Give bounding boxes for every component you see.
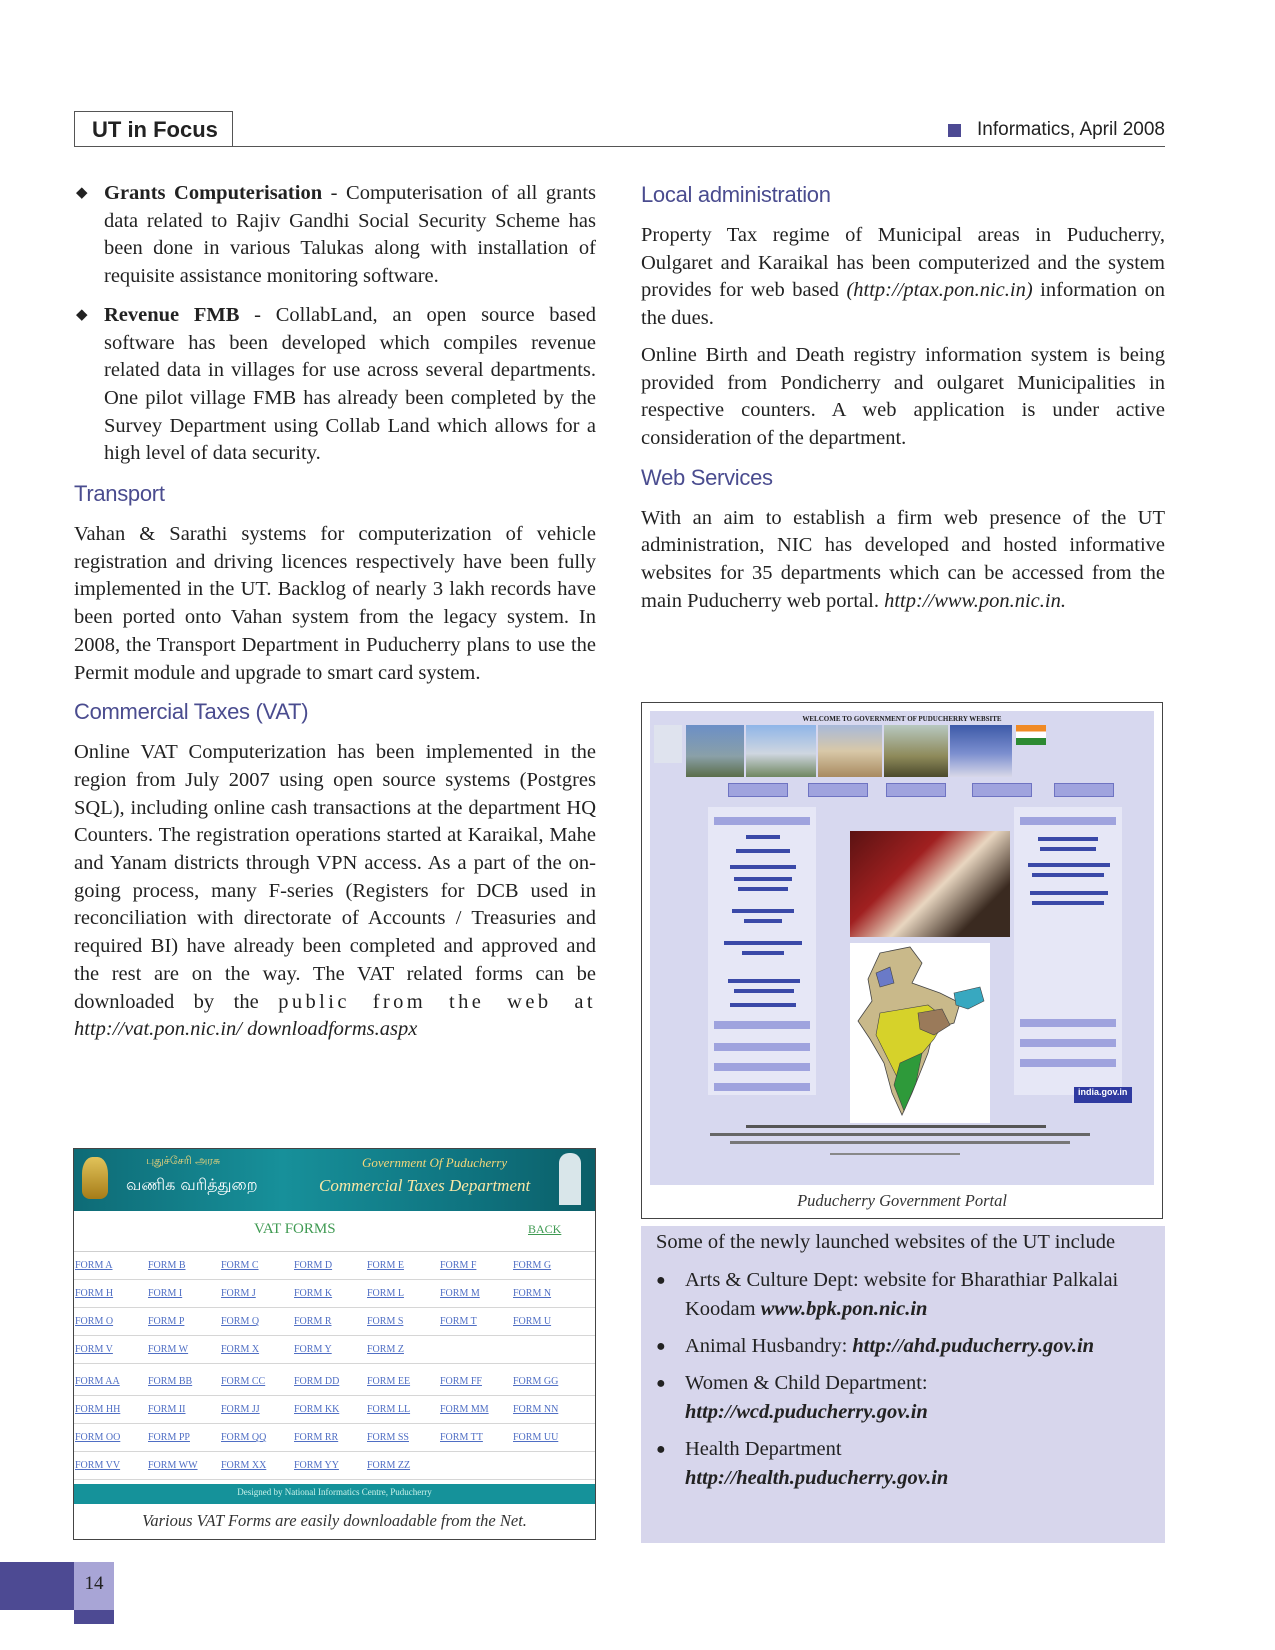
bullet-grants (74, 180, 596, 291)
vat-form-link[interactable]: FORM E (367, 1260, 404, 1271)
heading-transport: Transport (74, 481, 165, 507)
india-gov-logo[interactable]: india.gov.in (1074, 1087, 1132, 1103)
vat-form-link[interactable]: FORM II (148, 1404, 186, 1415)
india-map (850, 943, 990, 1123)
vat-form-row (74, 1336, 595, 1364)
vat-form-link[interactable]: FORM WW (148, 1460, 198, 1471)
portal-right-sidebar (1014, 807, 1122, 1095)
india-map-graphic (850, 943, 990, 1123)
bullet-dot-icon: ● (656, 1375, 666, 1392)
banner-photo (950, 725, 1012, 777)
new-sites-intro: Some of the newly launched websites of the UT include (656, 1231, 1116, 1253)
dept-line: Commercial Taxes Department (319, 1176, 531, 1195)
vat-form-row (74, 1424, 595, 1452)
vat-form-row (74, 1280, 595, 1308)
portal-nav-button[interactable] (728, 783, 788, 797)
vat-form-link[interactable]: FORM T (440, 1316, 477, 1327)
vat-form-link[interactable]: FORM V (75, 1344, 113, 1355)
vat-paragraph (74, 739, 596, 1044)
list-item (656, 1332, 1150, 1361)
portal-nav-button[interactable] (808, 783, 868, 797)
vat-form-link[interactable]: FORM Z (367, 1344, 404, 1355)
vat-form-link[interactable]: FORM BB (148, 1376, 193, 1387)
vat-empty-cell (439, 1336, 512, 1363)
vat-form-link[interactable]: FORM N (513, 1288, 552, 1299)
list-item (656, 1435, 1150, 1493)
vat-form-link[interactable]: FORM W (148, 1344, 189, 1355)
vat-form-link[interactable]: FORM P (148, 1316, 185, 1327)
bullet-dot-icon: ● (656, 1338, 666, 1355)
vat-form-link[interactable]: FORM DD (294, 1376, 340, 1387)
portal-screenshot (650, 711, 1154, 1185)
web-services-text: With an aim to establish a firm web presence of the UT administration, NIC has developed and hosted informative websites for 35 departments which can be accessed from the main Puducherry web portal. (641, 506, 1165, 612)
india-flag-icon (1016, 725, 1046, 745)
portal-welcome-text: WELCOME TO GOVERNMENT OF PUDUCHERRY WEBSITE (802, 715, 1002, 723)
vat-form-link[interactable]: FORM AA (75, 1376, 120, 1387)
emblem-icon (654, 725, 682, 763)
bullet-dot-icon: ● (656, 1272, 666, 1289)
vat-grid-bottom (74, 1368, 595, 1480)
site-text: Arts & Culture Dept: website for Bharathiar Palkalai Koodam (685, 1269, 1119, 1320)
bullet-title: Revenue FMB (104, 303, 240, 326)
event-photo (850, 831, 1010, 937)
site-text: Animal Husbandry: (685, 1335, 853, 1357)
banner-photo (884, 725, 948, 777)
list-item (656, 1369, 1150, 1427)
issue-text: Informatics, April 2008 (977, 119, 1165, 140)
web-services-paragraph (641, 505, 1165, 616)
vat-form-link[interactable]: FORM M (440, 1288, 480, 1299)
banner-photo (746, 725, 816, 777)
vat-form-link[interactable]: FORM X (221, 1344, 260, 1355)
vat-form-link[interactable]: FORM C (221, 1260, 259, 1271)
banner-photo (818, 725, 882, 777)
vat-form-link[interactable]: FORM PP (148, 1432, 190, 1443)
vat-form-link[interactable]: FORM F (440, 1260, 477, 1271)
bullet-revenue (74, 302, 596, 468)
vat-text: Online VAT Computerization has been implemented in the region from July 2007 using open source systems (Postgres SQL), including online cash transactions at the department HQ Counters. The registration operations started at Karaikal, Mahe and Yanam districts through VPN access. As a part of the on-going process, many F-series (Registers for DCB used in reconciliation with directorate of Accounts / Treasuries and required BI) have already been completed and approved and the rest are on the way. The VAT related forms can be downloaded by the (74, 741, 596, 1013)
portal-nav-button[interactable] (972, 783, 1032, 797)
vat-form-link[interactable]: FORM HH (75, 1404, 121, 1415)
page-number: 14 (84, 1573, 104, 1594)
vat-form-link[interactable]: FORM VV (75, 1460, 121, 1471)
vat-form-link[interactable]: FORM ZZ (367, 1460, 411, 1471)
site-url-link[interactable]: http://ahd.puducherry.gov.in (852, 1335, 1095, 1357)
vat-empty-cell (439, 1452, 512, 1479)
back-link[interactable]: BACK (528, 1222, 562, 1236)
ptax-url-link[interactable]: (http://ptax.pon.nic.in) (846, 279, 1033, 302)
vat-form-link[interactable]: FORM S (367, 1316, 404, 1327)
site-text: Health Department (685, 1438, 842, 1460)
site-text: Women & Child Department: (685, 1372, 928, 1394)
vat-form-link[interactable]: FORM MM (440, 1404, 489, 1415)
site-url-link[interactable]: http://wcd.puducherry.gov.in (685, 1401, 928, 1423)
vat-form-link[interactable]: FORM O (75, 1316, 114, 1327)
vat-form-row (74, 1308, 595, 1336)
vat-form-link[interactable]: FORM NN (513, 1404, 559, 1415)
vat-form-link[interactable]: FORM U (513, 1316, 552, 1327)
monument-icon (559, 1153, 581, 1205)
vat-form-link[interactable]: FORM OO (75, 1432, 121, 1443)
vat-form-link[interactable]: FORM H (75, 1288, 114, 1299)
vat-form-link[interactable]: FORM G (513, 1260, 552, 1271)
gov-line: Government Of Puducherry (362, 1155, 508, 1170)
section-tag: UT in Focus (74, 111, 233, 147)
vat-form-link[interactable]: FORM SS (367, 1432, 409, 1443)
header-square-icon (948, 124, 961, 137)
tamil-govt-text: புதுச்சேரி அரசு (146, 1154, 221, 1167)
vat-form-link[interactable]: FORM R (294, 1316, 332, 1327)
banner-photo (686, 725, 744, 777)
bullet-text: - CollabLand, an open source based software has been developed which compiles revenue related data in villages for use across several departments. One pilot village FMB has already been completed by the Survey Department using Collab Land which allows for a high level of data security. (104, 303, 596, 465)
vat-banner (74, 1149, 595, 1211)
bullet-text: - Computerisation of all grants data related to Rajiv Gandhi Social Security Scheme has been done in various Talukas along with installation of requisite assistance monitoring software. (104, 182, 596, 288)
vat-form-link[interactable]: FORM RR (294, 1432, 339, 1443)
site-url-link[interactable]: http://health.puducherry.gov.in (685, 1467, 949, 1489)
vat-form-link[interactable]: FORM UU (513, 1432, 559, 1443)
vat-forms-figure (73, 1148, 596, 1540)
page-number-block (74, 1610, 114, 1624)
vat-form-row (74, 1252, 595, 1280)
vat-form-link[interactable]: FORM TT (440, 1432, 483, 1443)
vat-form-link[interactable]: FORM D (294, 1260, 333, 1271)
tamil-dept-text: வணிக வரித்துறை (126, 1175, 258, 1194)
vat-form-link[interactable]: FORM Q (221, 1316, 260, 1327)
vat-heading-row (74, 1211, 595, 1252)
portal-nav-button[interactable] (886, 783, 946, 797)
list-item (656, 1266, 1150, 1324)
vat-form-link[interactable]: FORM LL (367, 1404, 411, 1415)
vat-form-link[interactable]: FORM JJ (221, 1404, 260, 1415)
vat-form-link[interactable]: FORM FF (440, 1376, 482, 1387)
portal-url-link[interactable]: http://www.pon.nic.in. (884, 589, 1066, 612)
vat-forms-heading: VAT FORMS (254, 1221, 336, 1237)
vat-form-link[interactable]: FORM B (148, 1260, 186, 1271)
diamond-bullet-icon: ◆ (76, 185, 88, 201)
vat-empty-cell (512, 1336, 585, 1363)
transport-paragraph: Vahan & Sarathi systems for computerization of vehicle registration and driving licences respectively have been fully implemented in the UT. Backlog of nearly 3 lakh records have been ported onto Vahan system from the legacy system. In 2008, the Transport Department in Puducherry plans to use the Permit module and upgrade to smart card system. (74, 523, 596, 684)
vat-text-spaced: public from the web at (278, 990, 596, 1013)
vat-form-link[interactable]: FORM Y (294, 1344, 332, 1355)
page-number-block (0, 1562, 74, 1610)
vat-form-link[interactable]: FORM QQ (221, 1432, 267, 1443)
diamond-bullet-icon: ◆ (76, 306, 88, 323)
bullet-title: Grants Computerisation (104, 182, 323, 204)
state-emblem-icon (82, 1157, 108, 1199)
vat-form-link[interactable]: FORM L (367, 1288, 404, 1299)
vat-form-link[interactable]: FORM EE (367, 1376, 411, 1387)
site-url-link[interactable]: www.bpk.pon.nic.in (760, 1298, 928, 1320)
vat-form-link[interactable]: FORM K (294, 1288, 333, 1299)
local-admin-paragraph-1 (641, 222, 1165, 333)
heading-local-admin: Local administration (641, 182, 831, 207)
new-sites-box (641, 1226, 1165, 1543)
vat-caption: Various VAT Forms are easily downloadable from the Net. (142, 1511, 527, 1530)
header-rule (74, 146, 1165, 147)
vat-form-link[interactable]: FORM GG (513, 1376, 559, 1387)
vat-form-row (74, 1368, 595, 1396)
portal-figure (641, 702, 1163, 1219)
vat-empty-cell (512, 1452, 585, 1479)
vat-form-row (74, 1396, 595, 1424)
heading-vat: Commercial Taxes (VAT) (74, 699, 309, 725)
ptax-text-before: Property Tax regime of Municipal areas in Puducherry, Oulgaret and Karaikal has been computerized and the system provides for web based (641, 224, 1165, 302)
left-column (74, 180, 596, 1053)
heading-web-services: Web Services (641, 464, 773, 490)
ptax-text-after: information on the dues. (641, 279, 1165, 330)
vat-form-link[interactable]: FORM A (75, 1260, 113, 1271)
vat-footer-text: Designed by National Informatics Centre, Puducherry (237, 1487, 432, 1497)
vat-footer (74, 1484, 595, 1504)
vat-form-link[interactable]: FORM XX (221, 1460, 267, 1471)
vat-form-link[interactable]: FORM I (148, 1288, 183, 1299)
portal-caption: Puducherry Government Portal (797, 1191, 1007, 1210)
vat-form-link[interactable]: FORM YY (294, 1460, 339, 1471)
vat-form-link[interactable]: FORM KK (294, 1404, 340, 1415)
bullet-dot-icon: ● (656, 1441, 666, 1458)
portal-nav-button[interactable] (1054, 783, 1114, 797)
vat-form-link[interactable]: FORM J (221, 1288, 256, 1299)
local-admin-paragraph-2: Online Birth and Death registry information system is being provided from Pondicherry and oulgaret Municipalities in respective counters. A web application is under active consideration of the department. (641, 343, 1165, 449)
vat-form-link[interactable]: FORM CC (221, 1376, 266, 1387)
vat-grid-top (74, 1252, 595, 1364)
portal-left-sidebar (708, 807, 816, 1095)
issue-label (948, 119, 1165, 141)
right-column (641, 180, 1165, 624)
vat-form-row (74, 1452, 595, 1480)
vat-url-link[interactable]: http://vat.pon.nic.in/ downloadforms.aspx (74, 1018, 418, 1041)
